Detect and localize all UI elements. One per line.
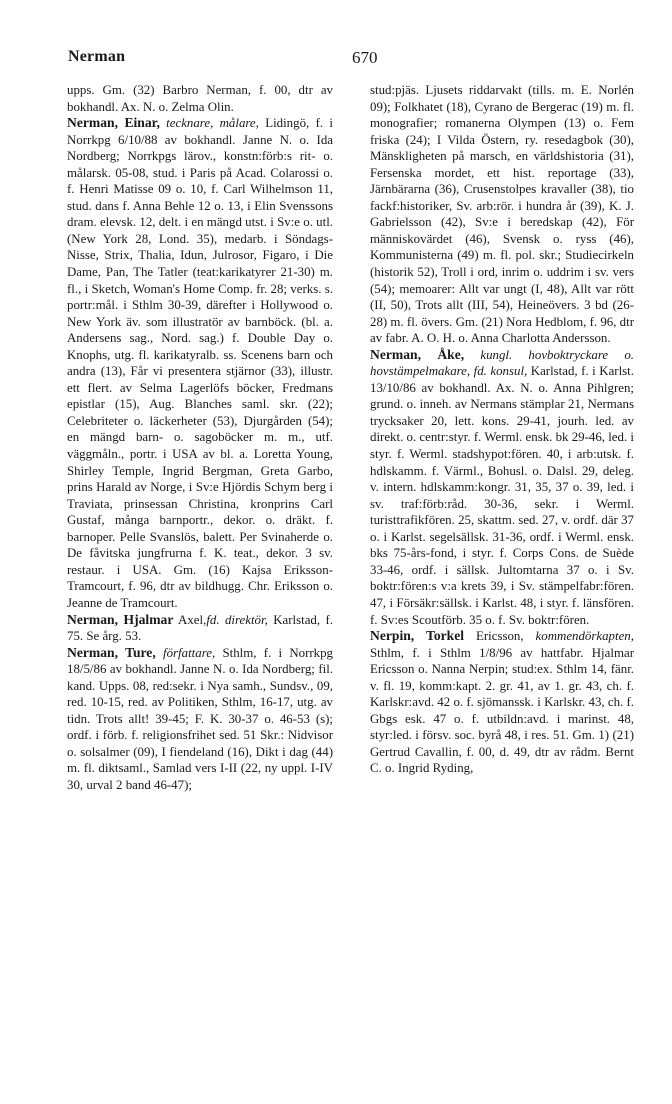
entry-body: Karlstad, f. i Karlst. 13/10/86 av bokhandl. Ax. N. o. Anna Pihlgren; grund. o. inneh. av Nermans stämplar 21, Nermans trycksaker 20, lett. kons. 29-41, jourh. led. av direkt. o. centr:styr. f. Werml. ensk. bk 29-46, led. i styr. f. Werml. stadshypot:fören. 40, i arb:utsk. f. hdlskamm. f. Värml., Bohusl. o. Dalsl. 29, deleg. v. intern. hdlskamm:kongr. 31, 35, 37 o. 39, led. i sv. traf:förb:råd. 30-36, sekr. i Werml. turisttrafikfören. 25, skattm. sed. 27, v. ordf. där 37 o. i Karlst. segelsällsk. 31-36, ordf. i Werml. ensk. bks 75-års-fond, i styr. f. Corps Cons. de Suède 33-46, ordf. i sällsk. Jultomtarna 37 o. i Sv. boktr:fören:s v:a krets 39, i Sv. stämpelfabr:fören. 47, i Försäkr:sällsk. i Karlst. 48, i styr. f. länsfören. f. Sv:es Scoutförb. 35 o. f. Sv. boktr:fören. (370, 364, 635, 627)
entry-name: Nerpin, Torkel (370, 628, 465, 644)
entry-nerman-hjalmar (67, 612, 333, 645)
entry-title: författare, (163, 645, 216, 660)
entry-body: Lidingö, f. i Norrkpg 6/10/88 av bokhandl. Janne N. o. Ida Nordberg; Norrkpgs lärov., konstn:förb:s rit- o. målarsk. 05-08, stud. i Paris på Acad. Colarossi o. f. Henri Matisse 09 o. 10, f. Carl Wilhelmson 11, stud. dans f. Anna Behle 12 o. 13, i Elin Svenssons dram. elevsk. 12, delt. i en mängd utst. i Sv:e o. utl. (New York 28, Lond. 35), medarb. i Söndags-Nisse, Strix, Thalia, Idun, Julrosor, Figaro, i Die Dame, Pan, The Tatler (teat:karikatyrer 21-30) m. fl., i Sketch, Woman's Home Comp. fr. 28; verks. s. portr:mål. i Sthlm 30-39, därefter i Hollywood o. New York äv. som illustratör av barnböck. (bl. a. Andersens sag., Nord. sag.) f. Double Day o. Knophs, utg. fl. karikatyralb. ss. Scenens barn och andra (13), Får vi presentera stjärnor (33), illustr. ett flert. av Selma Lagerlöfs böcker, Fredmans epistlar (15), Aug. Blanches saml. skr. (22); Celebriteter o. läckerheter (53), Djurgården (54); en mängd barn- o. sagoböcker m. m., utf. väggmåln., portr. i USA av bl. a. Loretta Young, Shirley Temple, Ingrid Bergman, Greta Garbo, prins Harald av Norge, i Sv:e Hjördis Schym berg i Traviata, prinsessan Christina, kronprins Carl Gustaf, många barnportr., dekor. o. dräkt. f. barnoper. Pelle Svanslös, balett. Per Svinaherde o. De fåvitska jungfrurna f. K. teat., dekor. 3 sv. restaur. i USA. Gm. (16) Kajsa Eriksson-Tramcourt, f. 96, dtr av bildhugg. Chr. Eriksson o. Jeanne de Tramcourt. (67, 116, 333, 610)
entry-name: Nerman, Hjalmar (67, 611, 174, 627)
right-column (370, 82, 634, 777)
left-column (67, 82, 333, 794)
entry-continuation (370, 82, 634, 347)
entry-nerman-ture (67, 645, 333, 794)
entry-body: Karlstad, f. 75. Se årg. 53. (67, 612, 333, 644)
entry-name-suffix: Ericsson, (475, 629, 524, 644)
page-number: 670 (352, 48, 378, 67)
continuation-text: stud:pjäs. Ljusets riddarvakt (tills. m. E. Norlén 09); Folkhatet (18), Cyrano de Bergerac (19) m. fl. monografier; romanerna Olympen (13) o. Fem friska (24); I Vilda Östern, ry. resedagbok (30), Mänskligheten på marsch, en världshistoria (31), Fersenska mordet, ett hist. reportage (33), Järnbärarna (36), Crusenstolpes kravaller (38), tio fackf:historiker, Sv. arb:rör. i hundra år (39), K. J. Gabrielsson (42), Sv:e i beredskap (42), För människovärdet (46), Svensk o. ryss (46), Kommunisterna (49) m. fl. pol. skr.; Studiecirkeln (historik 52), Troll i ord, inrim o. uddrim i sv. vers (54); memoarer: Allt var ungt (I, 48), Allt var rött (II, 50), Trots allt (III, 54), Heineövers. 3 bd (26-28) m. fl. övers. Gm. (21) Nora Hedblom, f. 96, dtr av fabr. A. O. H. o. Anna Charlotta Andersson. (370, 83, 634, 346)
entry-body: Sthlm, f. i Sthlm 1/8/96 av hattfabr. Hjalmar Ericsson o. Nanna Nerpin; stud:ex. Sthlm 14, fänr. v. fl. 19, komm:kapt. 2. gr. 41, av 1. gr. 43, ch. f. Karlskr:avd. 42 o. f. sjömanssk. i Karlskr. 43, ch. f. Gbgs esk. 47 o. f. utbildn:avd. i marinst. 48, styr:led. i försv. soc. byrå 48, i res. 51. Gm. 1) (21) Gertrud Cavallin, f. 00, d. 49, dtr av rådm. Bernt C. o. Ingrid Ryding, (370, 645, 634, 776)
entry-title: kommendörkapten, (535, 629, 634, 644)
entry-title: fd. direktör, (206, 612, 268, 627)
entry-body: Sthlm, f. i Norrkpg 18/5/86 av bokhandl. Janne N. o. Ida Nordberg; fil. kand. Upps. 08, red:sekr. i Nya samh., Sundsv., 09, red. 10-15, red. av Politiken, Sthlm, 16-17, utg. av tidn. Trots allt! 39-45; F. K. 30-37 o. 46-53 (s); ordf. i förb. f. religionsfrihet sed. 51 Skr.: Nidvisor o. solsalmer (09), I fiendeland (16), Dikt i dag (44) m. fl. diktsaml., Samlad vers I-II (22, ny uppl. I-IV 30, urval 2 band 46-47); (67, 645, 334, 792)
entry-name-suffix: Axel, (178, 612, 207, 627)
entry-name: Nerman, Einar, (67, 115, 160, 131)
entry-nerman-einar (67, 115, 333, 611)
continuation-text: upps. Gm. (32) Barbro Nerman, f. 00, dtr av bokhandl. Ax. N. o. Zelma Olin. (67, 83, 333, 114)
running-head: Nerman (68, 48, 126, 65)
entry-name: Nerman, Ture, (67, 644, 156, 660)
entry-title: kungl. hovboktryckare o. hovstämpelmakare, fd. konsul, (370, 347, 634, 379)
entry-nerman-ake (370, 347, 634, 628)
entry-name: Nerman, Åke, (370, 346, 465, 362)
page-header (68, 48, 626, 72)
entry-title: tecknare, målare, (166, 116, 259, 131)
entry-continuation (67, 82, 333, 115)
entry-nerpin-torkel (370, 628, 634, 777)
